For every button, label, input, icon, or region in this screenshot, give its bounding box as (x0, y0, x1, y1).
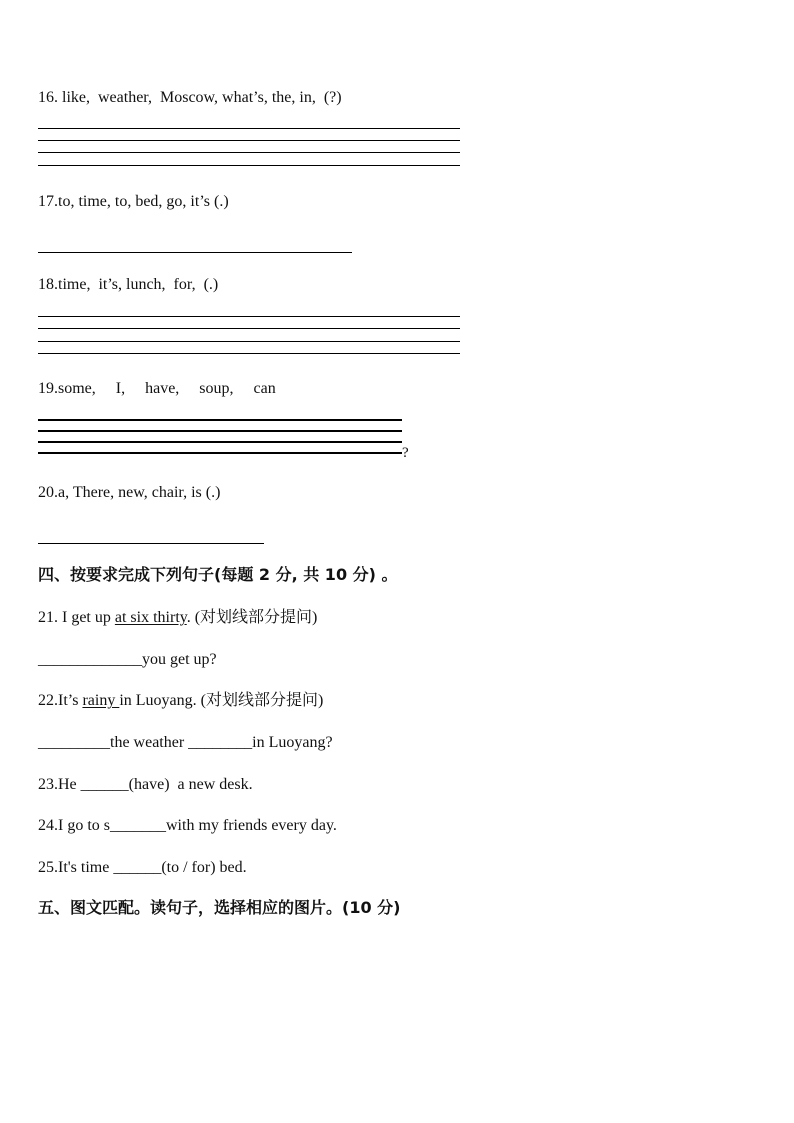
answer-line (38, 452, 402, 454)
section-4-heading: 四、按要求完成下列句子(每题 2 分, 共 10 分) 。 (38, 565, 398, 584)
answer-line (38, 316, 460, 317)
question-22-text: 22.It’s (38, 692, 83, 709)
question-17: 17.to, time, to, bed, go, it’s (.) (38, 193, 229, 210)
question-21 (38, 608, 317, 628)
answer-line (38, 341, 460, 342)
question-16: 16. like, weather, Moscow, what’s, the, in, (?) (38, 89, 342, 106)
answer-line (38, 140, 460, 141)
section-5-heading: 五、图文匹配。读句子，选择相应的图片。(10 分) (38, 898, 401, 917)
answer-line (38, 128, 460, 129)
question-22 (38, 691, 323, 711)
question-18: 18.time, it’s, lunch, for, (.) (38, 276, 219, 293)
question-21-answer: _____________you get up? (38, 651, 217, 668)
question-21-instruction: . (对划线部分提问) (186, 609, 318, 626)
answer-line (38, 419, 402, 421)
question-22-instruction: in Luoyang. (对划线部分提问) (119, 692, 324, 709)
answer-line (38, 328, 460, 329)
question-19: 19.some, I, have, soup, can (38, 380, 276, 397)
answer-line (38, 353, 460, 354)
question-22-answer: _________the weather ________in Luoyang? (38, 734, 333, 751)
answer-line (38, 430, 402, 432)
underlined-phrase: rainy (82, 692, 120, 709)
question-21-text: 21. I get up (38, 609, 115, 626)
question-25: 25.It's time ______(to / for) bed. (38, 859, 247, 876)
question-23: 23.He ______(have) a new desk. (38, 776, 253, 793)
question-mark: ? (402, 445, 409, 461)
answer-line (38, 543, 264, 544)
question-20: 20.a, There, new, chair, is (.) (38, 484, 221, 501)
answer-line (38, 152, 460, 153)
underlined-phrase: at six thirty (114, 609, 187, 626)
answer-line (38, 441, 402, 443)
answer-line (38, 165, 460, 166)
question-24: 24.I go to s_______with my friends every day. (38, 817, 337, 834)
answer-line (38, 252, 352, 253)
